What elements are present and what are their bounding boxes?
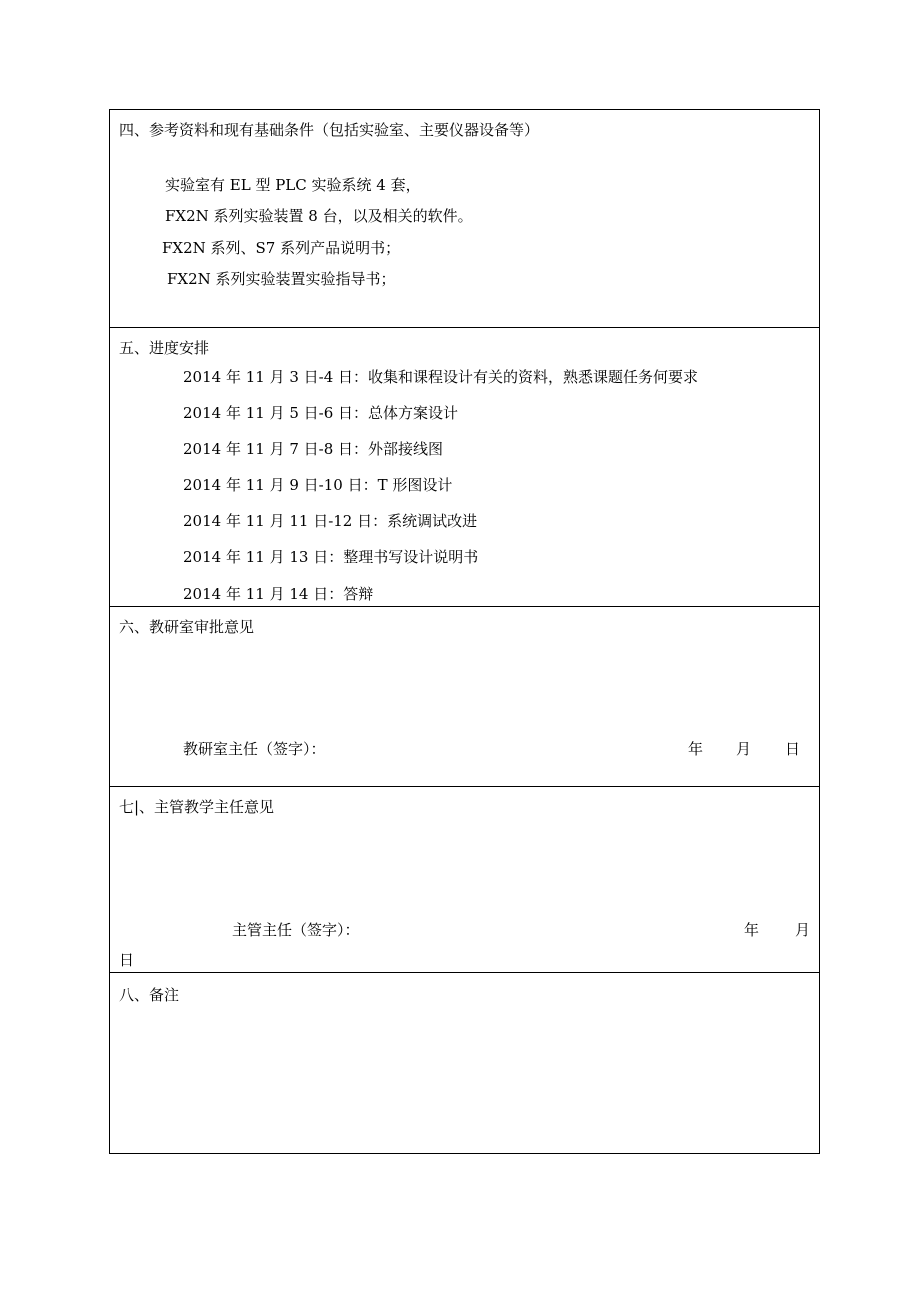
date-day-label: 日	[785, 740, 801, 758]
reference-line: 实验室有 EL 型 PLC 实验系统 4 套，	[165, 176, 421, 194]
section-heading: 八、备注	[119, 986, 180, 1004]
section-remarks	[110, 973, 819, 1153]
section-department-approval	[110, 607, 819, 787]
signature-label: 教研室主任（签字）：	[183, 740, 326, 758]
schedule-item: 2014 年 11 月 9 日-10 日：T 形图设计	[183, 476, 453, 494]
section-heading: 七|、主管教学主任意见	[119, 798, 275, 816]
section-schedule	[110, 328, 819, 607]
date-year-label: 年	[688, 740, 704, 758]
schedule-item: 2014 年 11 月 11 日-12 日：系统调试改进	[183, 512, 478, 530]
section-heading: 五、进度安排	[119, 339, 210, 357]
date-month-label: 月	[795, 921, 811, 939]
schedule-item: 2014 年 11 月 5 日-6 日：总体方案设计	[183, 404, 459, 422]
signature-label: 主管主任（签字）：	[232, 921, 360, 939]
schedule-item: 2014 年 11 月 13 日：整理书写设计说明书	[183, 548, 479, 566]
reference-line: FX2N 系列实验装置 8 台，以及相关的软件。	[165, 207, 473, 225]
date-year-label: 年	[744, 921, 760, 939]
date-day-label: 日	[119, 951, 135, 969]
schedule-item: 2014 年 11 月 3 日-4 日：收集和课程设计有关的资料，熟悉课题任务何要求	[183, 368, 699, 386]
schedule-item: 2014 年 11 月 7 日-8 日：外部接线图	[183, 440, 444, 458]
section-reference-materials	[110, 110, 819, 328]
section-heading: 六、教研室审批意见	[119, 618, 255, 636]
section-heading: 四、参考资料和现有基础条件（包括实验室、主要仪器设备等）	[119, 121, 540, 139]
reference-line: FX2N 系列、S7 系列产品说明书；	[162, 239, 401, 257]
date-month-label: 月	[736, 740, 752, 758]
section-director-opinion	[110, 787, 819, 973]
form-table	[109, 109, 820, 1154]
schedule-item: 2014 年 11 月 14 日：答辩	[183, 585, 374, 603]
reference-line: FX2N 系列实验装置实验指导书；	[167, 270, 396, 288]
